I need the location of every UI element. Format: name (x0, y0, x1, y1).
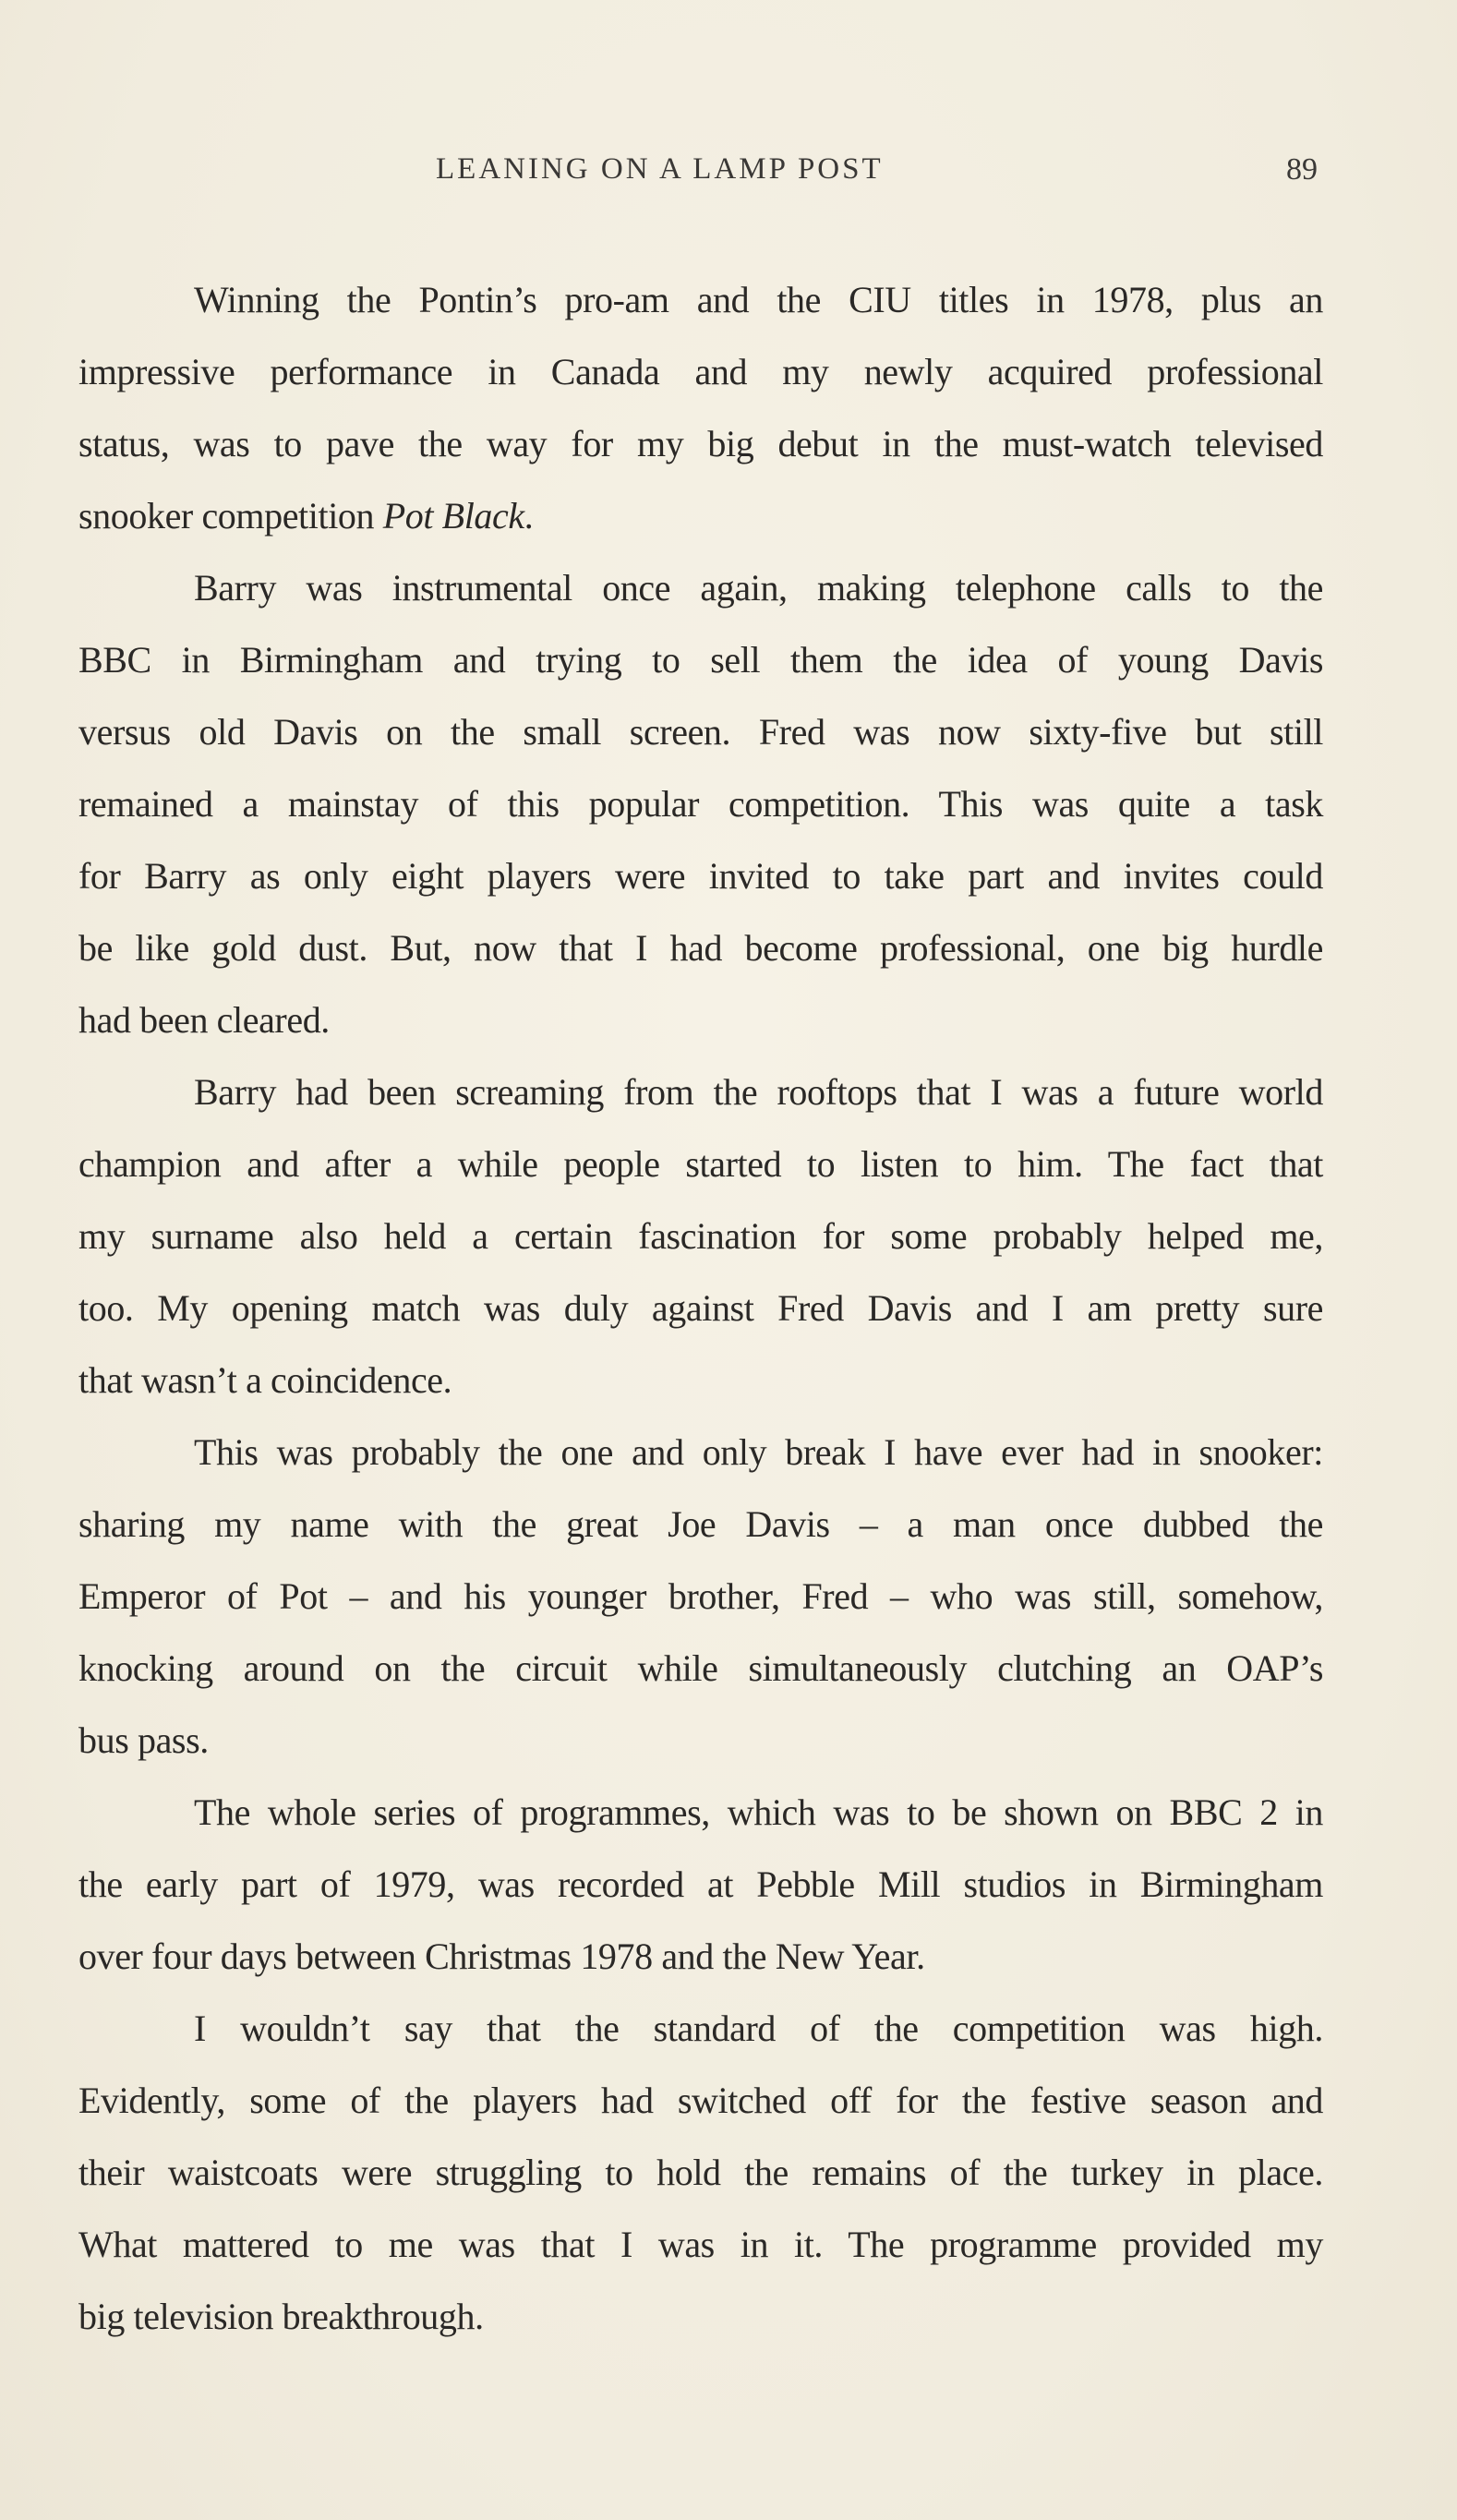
text-line: knocking around on the circuit while simultaneously clutching an OAP’s (78, 1647, 1323, 1689)
paragraph (78, 1993, 1323, 2353)
punctuation: . (524, 495, 534, 537)
text-line: the early part of 1979, was recorded at Pebble Mill studios in Birmingham (78, 1863, 1323, 1905)
text-line: over four days between Christmas 1978 and the New Year. (78, 1935, 925, 1977)
text-line: my surname also held a certain fascination for some probably helped me, (78, 1215, 1323, 1257)
text-line: BBC in Birmingham and trying to sell them the idea of young Davis (78, 639, 1323, 681)
text-line: remained a mainstay of this popular competition. This was quite a task (78, 783, 1323, 825)
text-line: too. My opening match was duly against Fred Davis and I am pretty sure (78, 1287, 1323, 1329)
text-fragment: snooker competition (78, 495, 383, 537)
text-line: Barry had been screaming from the rooftops that I was a future world (194, 1071, 1323, 1113)
paragraph (78, 552, 1323, 1056)
text-line: that wasn’t a coincidence. (78, 1359, 452, 1401)
text-line: Winning the Pontin’s pro-am and the CIU titles in 1978, plus an (194, 279, 1323, 320)
text-line: The whole series of programmes, which was to be shown on BBC 2 in (194, 1791, 1323, 1833)
text-line: their waistcoats were struggling to hold the remains of the turkey in place. (78, 2152, 1323, 2193)
text-line: versus old Davis on the small screen. Fred was now sixty-five but still (78, 711, 1323, 753)
text-line: Barry was instrumental once again, making telephone calls to the (194, 567, 1323, 609)
text-line: be like gold dust. But, now that I had become professional, one big hurdle (78, 927, 1323, 969)
text-line: impressive performance in Canada and my newly acquired professional (78, 351, 1323, 392)
text-line: status, was to pave the way for my big debut in the must-watch televised (78, 423, 1323, 464)
text-line: I wouldn’t say that the standard of the competition was high. (194, 2008, 1323, 2049)
text-line: This was probably the one and only break I have ever had in snooker: (194, 1431, 1323, 1473)
paragraph (78, 264, 1323, 552)
text-line: champion and after a while people started to listen to him. The fact that (78, 1143, 1323, 1185)
text-line: Emperor of Pot – and his younger brother, Fred – who was still, somehow, (78, 1575, 1323, 1617)
text-line (78, 480, 1323, 552)
body-text (78, 264, 1323, 2353)
paragraph (78, 1056, 1323, 1417)
text-line: bus pass. (78, 1719, 209, 1761)
text-line: sharing my name with the great Joe Davis – a man once dubbed the (78, 1503, 1323, 1545)
text-line: had been cleared. (78, 999, 330, 1041)
programme-title: Pot Black (382, 495, 524, 537)
page-number: 89 (1286, 152, 1318, 187)
paragraph (78, 1777, 1323, 1993)
running-head: LEANING ON A LAMP POST (436, 152, 884, 186)
text-line: Evidently, some of the players had switched off for the festive season and (78, 2080, 1323, 2121)
text-line: big television breakthrough. (78, 2296, 484, 2337)
paragraph (78, 1417, 1323, 1777)
text-line: What mattered to me was that I was in it. The programme provided my (78, 2224, 1323, 2265)
text-line: for Barry as only eight players were invited to take part and invites could (78, 855, 1323, 897)
